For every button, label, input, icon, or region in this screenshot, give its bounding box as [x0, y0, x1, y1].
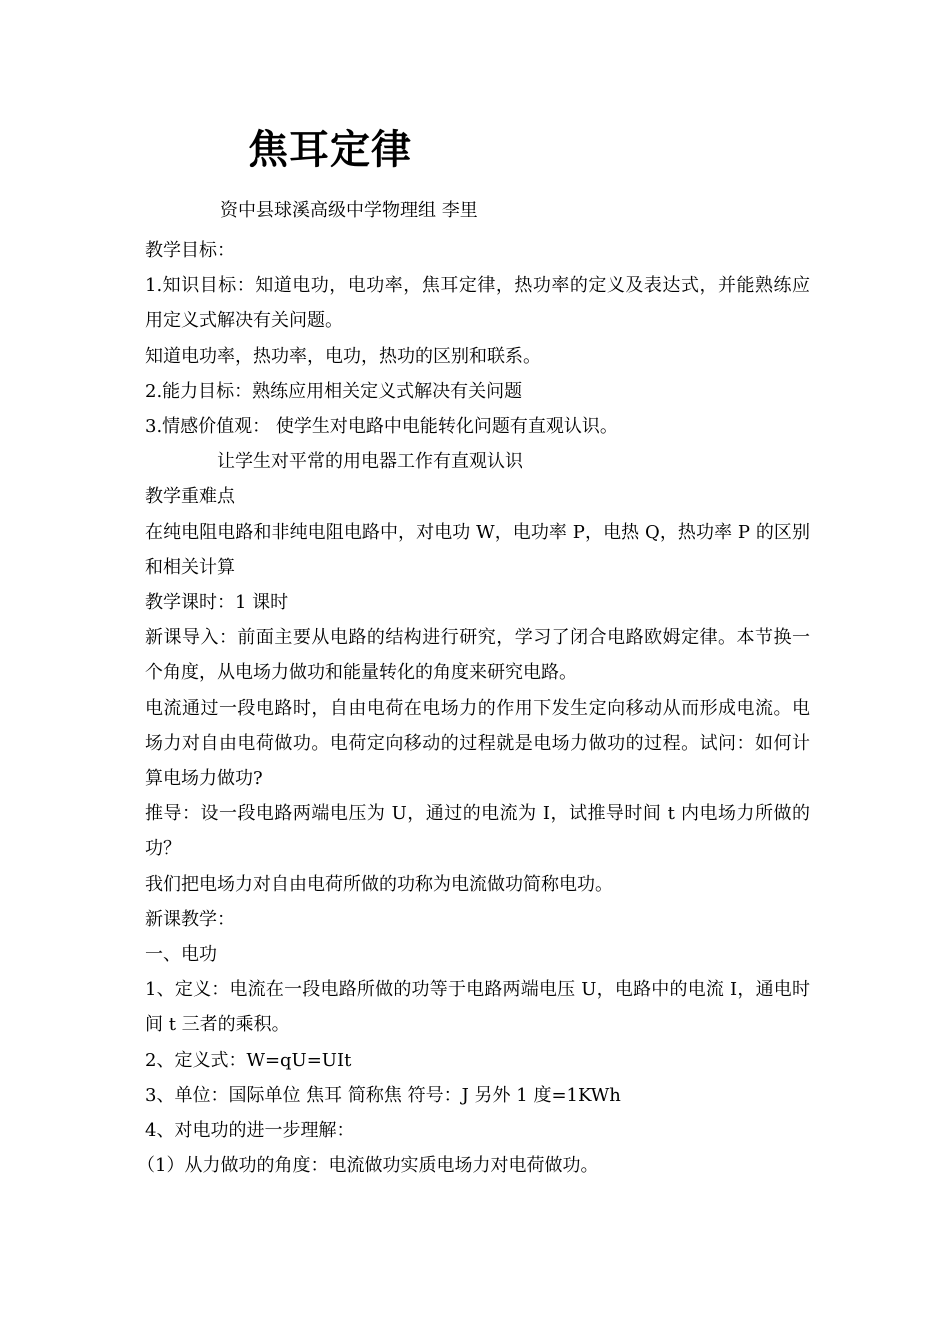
paragraph: 2.能力目标：熟练应用相关定义式解决有关问题 — [145, 380, 523, 402]
paragraph: 3、单位：国际单位 焦耳 简称焦 符号：J 另外 1 度=1KWh — [145, 1084, 621, 1106]
paragraph: 在纯电阻电路和非纯电阻电路中，对电功 W，电功率 P，电热 Q，热功率 P 的区别和相关计算 — [145, 521, 810, 578]
paragraph: 电流通过一段电路时，自由电荷在电场力的作用下发生定向移动从而形成电流。电场力对自由电荷做功。电荷定向移动的过程就是电场力做功的过程。试问：如何计算电场力做功? — [145, 697, 810, 790]
paragraph: 新课教学： — [145, 908, 235, 930]
paragraph: 一、电功 — [145, 944, 217, 966]
document-body — [137, 233, 810, 1183]
author-line: 资中县球溪高级中学物理组 李里 — [220, 200, 478, 221]
paragraph: 教学重难点 — [145, 486, 235, 508]
paragraph: 1.知识目标：知道电功，电功率，焦耳定律，热功率的定义及表达式，并能熟练应用定义式解决有关问题。 — [145, 275, 810, 332]
paragraph: 教学目标： — [145, 240, 235, 261]
paragraph: 教学课时：1 课时 — [145, 592, 289, 614]
paragraph: 让学生对平常的用电器工作有直观认识 — [217, 451, 523, 473]
paragraph: 知道电功率，热功率，电功，热功的区别和联系。 — [145, 345, 541, 367]
paragraph: 我们把电场力对自由电荷所做的功称为电流做功简称电功。 — [145, 873, 613, 895]
paragraph: （1）从力做功的角度：电流做功实质电场力对电荷做功。 — [137, 1155, 599, 1177]
paragraph: 4、对电功的进一步理解： — [145, 1120, 355, 1142]
document-title: 焦耳定律 — [248, 127, 412, 173]
paragraph: 3.情感价值观： 使学生对电路中电能转化问题有直观认识。 — [145, 416, 618, 438]
paragraph: 推导：设一段电路两端电压为 U，通过的电流为 I，试推导时间 t 内电场力所做的功？ — [145, 803, 810, 860]
paragraph: 2、定义式：W=qU=UIt — [145, 1049, 352, 1071]
paragraph: 1、定义：电流在一段电路所做的功等于电路两端电压 U，电路中的电流 I，通电时间 t 三者的乘积。 — [145, 979, 810, 1036]
paragraph: 新课导入：前面主要从电路的结构进行研究，学习了闭合电路欧姆定律。本节换一个角度，从电场力做功和能量转化的角度来研究电路。 — [145, 627, 810, 684]
